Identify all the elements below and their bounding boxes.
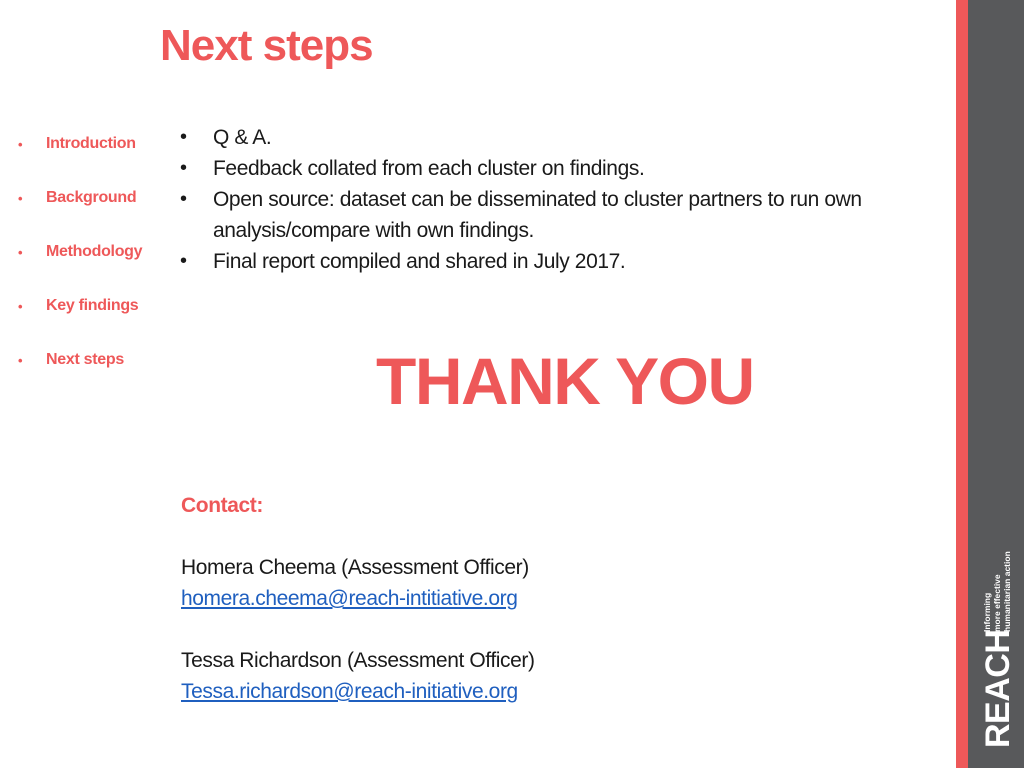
list-item-text: Open source: dataset can be disseminated to cluster partners to run own analysis/compare with own findings.	[213, 188, 862, 242]
logo-wordmark: REACH	[979, 629, 1017, 748]
list-item	[180, 122, 920, 153]
contact-email-link[interactable]: homera.cheema@reach-intitiative.org	[181, 587, 518, 610]
nav-bullet: •	[18, 244, 23, 260]
list-item	[180, 246, 920, 277]
contact-section	[181, 490, 881, 738]
logo-tagline-line: Informing	[982, 592, 992, 632]
contact-heading: Contact:	[181, 494, 263, 517]
nav-item-background[interactable]	[18, 186, 158, 210]
thank-you-heading: THANK YOU	[376, 344, 754, 418]
bullet-dot: •	[180, 157, 187, 179]
nav-item-methodology[interactable]	[18, 240, 158, 264]
slide-title: Next steps	[160, 21, 373, 70]
nav-item-label: Key findings	[46, 297, 139, 314]
list-item-text: Feedback collated from each cluster on findings.	[213, 157, 645, 180]
nav-item-label: Background	[46, 189, 137, 206]
nav-bullet: •	[18, 136, 23, 152]
nav-item-introduction[interactable]	[18, 132, 158, 156]
logo-tagline-line: humanitarian action	[1002, 551, 1012, 632]
nav-bullet: •	[18, 352, 23, 368]
contact-email-link[interactable]: Tessa.richardson@reach-initiative.org	[181, 680, 518, 703]
nav-item-key-findings[interactable]	[18, 294, 158, 318]
section-nav	[18, 132, 158, 402]
next-steps-list	[180, 122, 920, 277]
bullet-dot: •	[180, 188, 187, 210]
nav-bullet: •	[18, 190, 23, 206]
contact-person	[181, 645, 881, 707]
bullet-dot: •	[180, 250, 187, 272]
logo-tagline-line: more effective	[992, 574, 1002, 632]
list-item	[180, 184, 920, 246]
contact-name: Homera Cheema (Assessment Officer)	[181, 556, 529, 579]
list-item-text: Q & A.	[213, 126, 272, 149]
list-item	[180, 153, 920, 184]
contact-person	[181, 552, 881, 614]
nav-item-label: Next steps	[46, 351, 124, 368]
list-item-text: Final report compiled and shared in July 2017.	[213, 250, 626, 273]
bullet-dot: •	[180, 126, 187, 148]
nav-item-label: Introduction	[46, 135, 136, 152]
reach-logo	[969, 520, 1024, 760]
nav-bullet: •	[18, 298, 23, 314]
nav-item-next-steps[interactable]	[18, 348, 158, 372]
brand-accent-stripe	[956, 0, 968, 768]
contact-name: Tessa Richardson (Assessment Officer)	[181, 649, 535, 672]
nav-item-label: Methodology	[46, 243, 143, 260]
